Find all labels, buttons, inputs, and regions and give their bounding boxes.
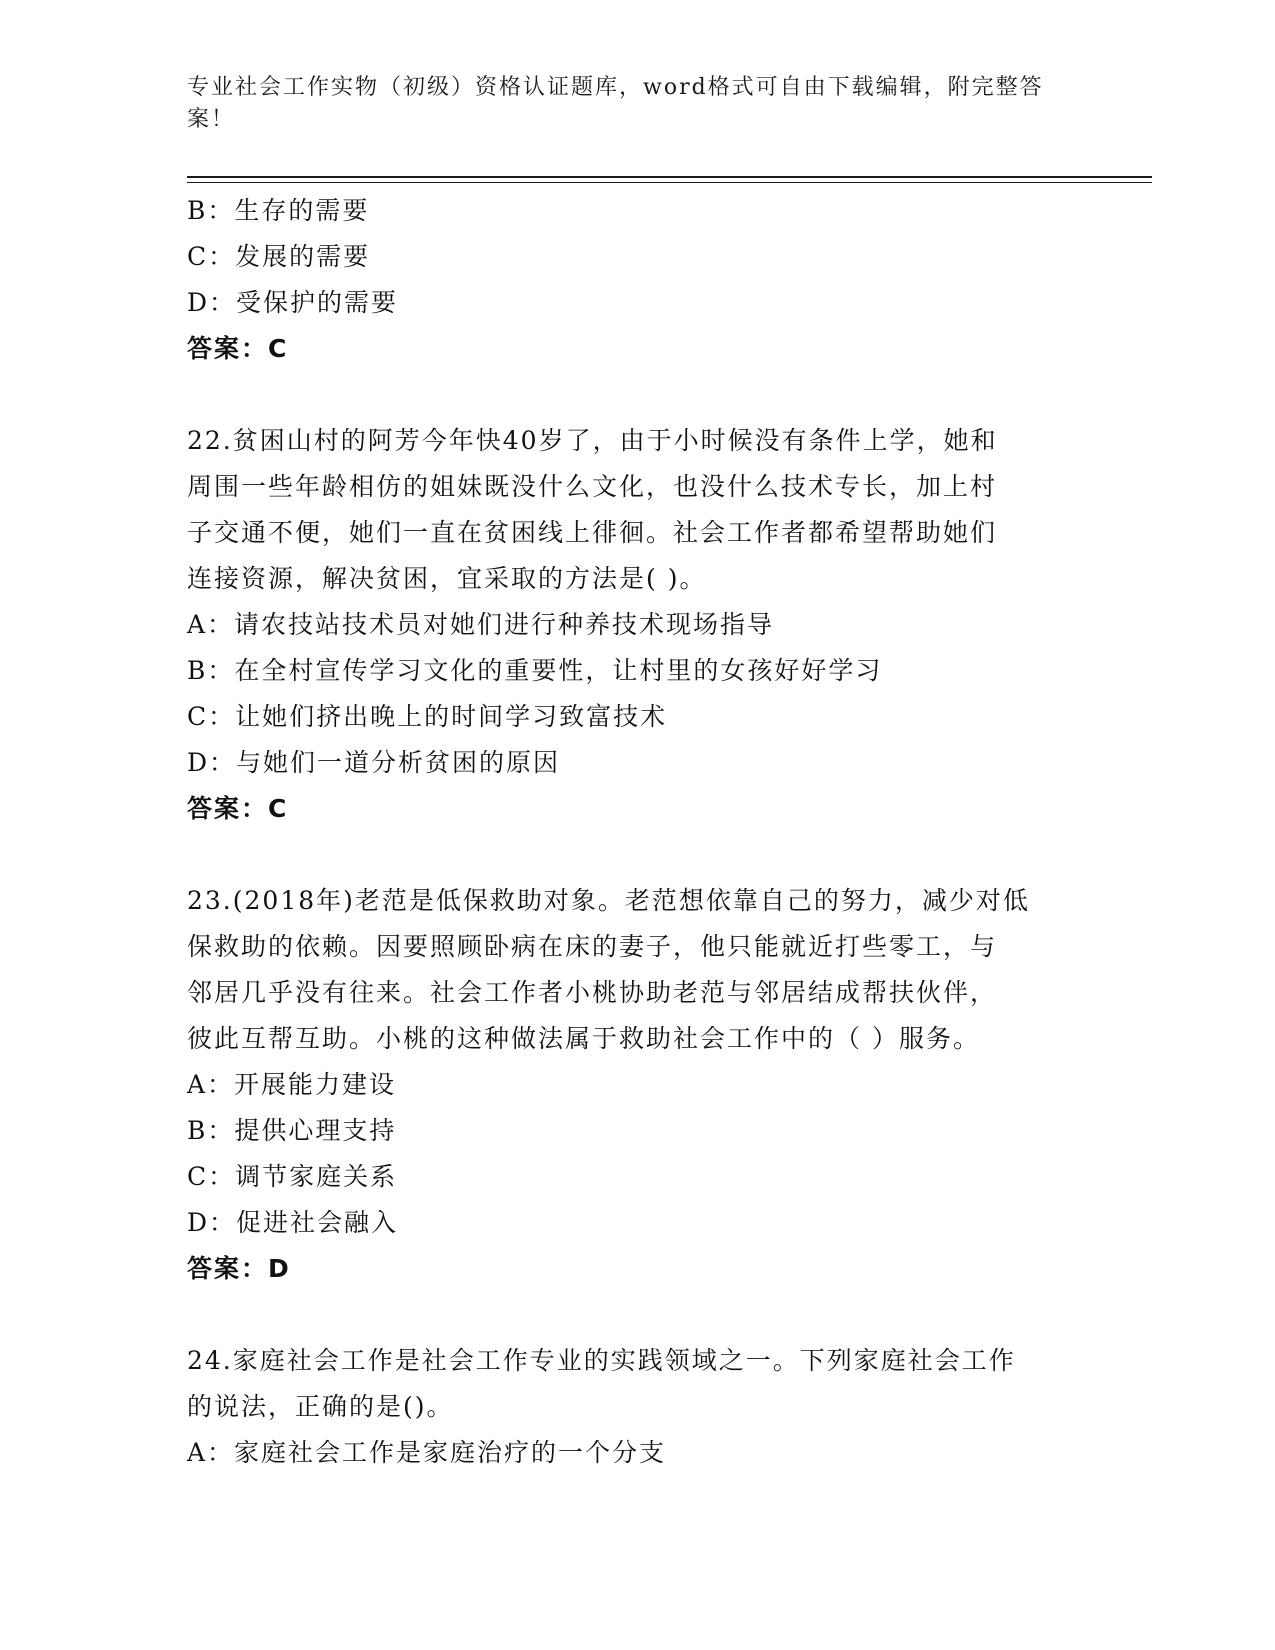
answer: 答案：D — [187, 1254, 291, 1283]
option-a: A：家庭社会工作是家庭治疗的一个分支 — [187, 1438, 667, 1467]
question-text-line: 22.贫困山村的阿芳今年快40岁了，由于小时候没有条件上学，她和 — [187, 426, 998, 455]
option-a: A：请农技站技术员对她们进行种养技术现场指导 — [187, 610, 775, 639]
option-d: D：受保护的需要 — [187, 288, 399, 317]
question-text-line: 邻居几乎没有往来。社会工作者小桃协助老范与邻居结成帮扶伙伴， — [187, 978, 998, 1007]
question-text-line: 周围一些年龄相仿的姐妹既没什么文化，也没什么技术专长，加上村 — [187, 472, 998, 501]
question-24 — [187, 1338, 1087, 1476]
question-content — [187, 188, 1087, 1476]
question-text-line: 子交通不便，她们一直在贫困线上徘徊。社会工作者都希望帮助她们 — [187, 518, 998, 547]
question-text-line: 的说法，正确的是()。 — [187, 1392, 454, 1421]
spacer — [187, 832, 1087, 878]
option-b: B：生存的需要 — [187, 196, 370, 225]
prev-question — [187, 188, 1087, 372]
option-d: D：与她们一道分析贫困的原因 — [187, 748, 561, 777]
option-c: C：让她们挤出晚上的时间学习致富技术 — [187, 702, 668, 731]
question-text-line: 24.家庭社会工作是社会工作专业的实践领域之一。下列家庭社会工作 — [187, 1346, 1016, 1375]
page-header: 专业社会工作实物（初级）资格认证题库，word格式可自由下载编辑，附完整答案！ — [187, 75, 1044, 132]
spacer — [187, 1292, 1087, 1338]
option-c: C：发展的需要 — [187, 242, 371, 271]
question-text-line: 彼此互帮互助。小桃的这种做法属于救助社会工作中的（ ）服务。 — [187, 1024, 980, 1053]
answer: 答案：C — [187, 794, 289, 823]
question-23 — [187, 878, 1087, 1292]
option-c: C：调节家庭关系 — [187, 1162, 398, 1191]
question-text-line: 连接资源，解决贫困，宜采取的方法是( )。 — [187, 564, 707, 593]
question-text-line: 23.(2018年)老范是低保救助对象。老范想依靠自己的努力，减少对低 — [187, 886, 1030, 915]
option-d: D：促进社会融入 — [187, 1208, 399, 1237]
answer: 答案：C — [187, 334, 289, 363]
question-text-line: 保救助的依赖。因要照顾卧病在床的妻子，他只能就近打些零工，与 — [187, 932, 998, 961]
question-22 — [187, 418, 1087, 832]
option-a: A：开展能力建设 — [187, 1070, 397, 1099]
option-b: B：在全村宣传学习文化的重要性，让村里的女孩好好学习 — [187, 656, 883, 685]
option-b: B：提供心理支持 — [187, 1116, 397, 1145]
spacer — [187, 372, 1087, 418]
header-rule-thick — [187, 176, 1152, 178]
header-rule-thin — [187, 182, 1152, 183]
